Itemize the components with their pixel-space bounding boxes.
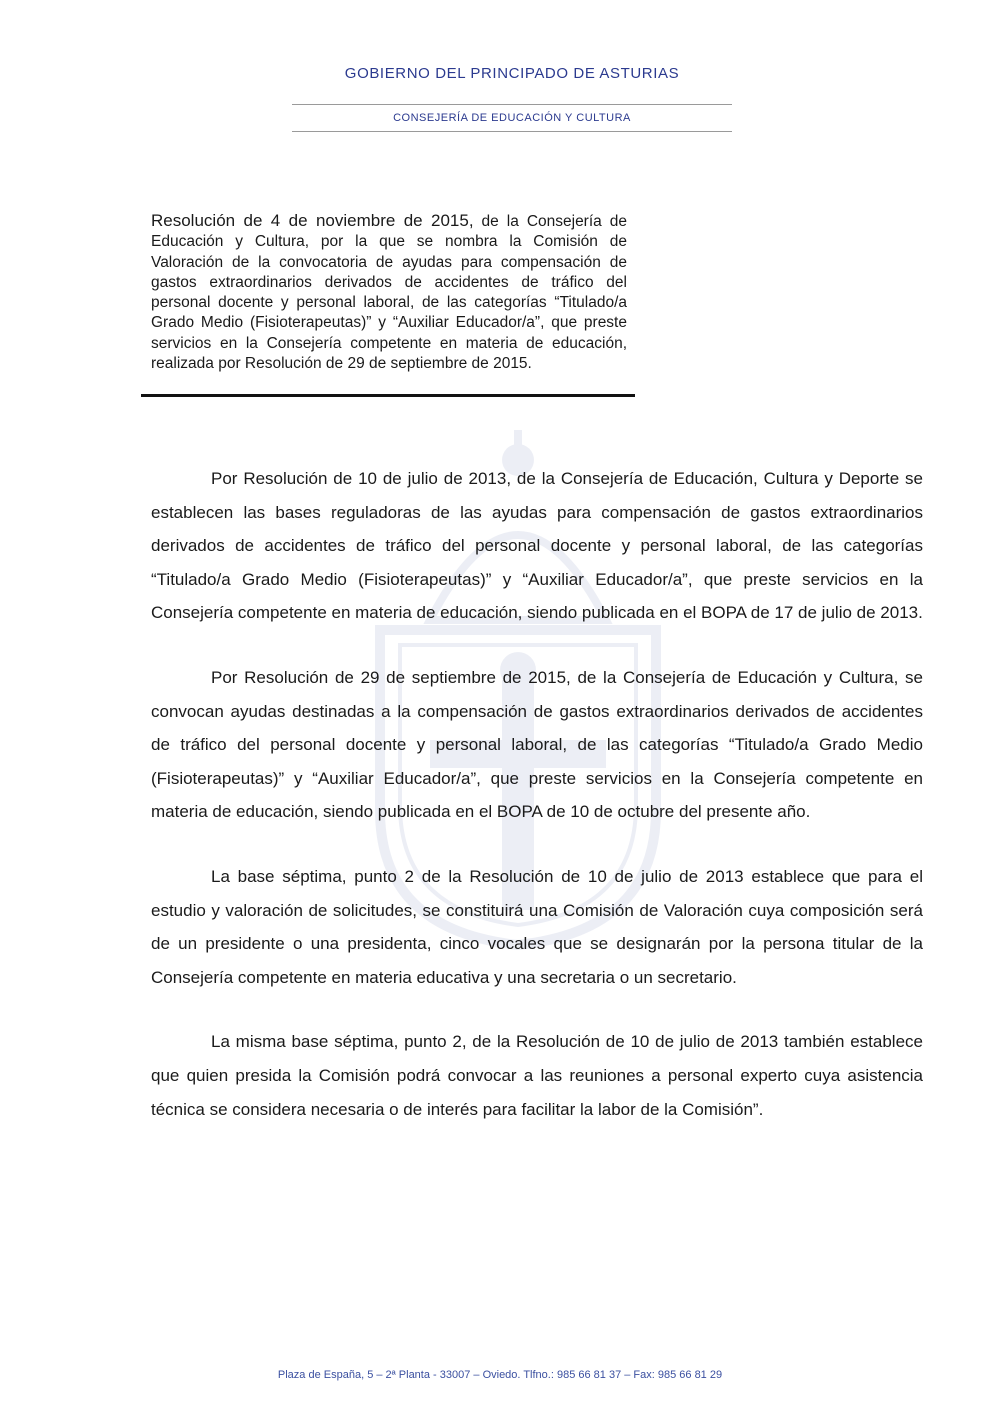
resolution-summary-text: de la Consejería de Educación y Cultura, por la que se nombra la Comisión de Valoración de la convocatoria de ayudas para compensación de gastos extraordinarios derivados de accidentes de tráfico del personal docente y personal laboral, de las categorías “Titulado/a Grado Medio (Fisioterapeutas)” y “Auxiliar Educador/a”, que preste servicios en la Consejería competente en materia de educación, realizada por Resolución de 29 de septiembre de 2015. — [151, 213, 627, 373]
paragraph: Por Resolución de 29 de septiembre de 2015, de la Consejería de Educación y Cultura, se convocan ayudas destinadas a la compensación de gastos extraordinarios derivados de accidentes de tráfico del personal docente y personal laboral, de las categorías “Titulado/a Grado Medio (Fisioterapeutas)” y “Auxiliar Educador/a”, que preste servicios en la Consejería competente en materia de educación, siendo publicada en el BOPA de 10 de octubre del presente año. — [151, 667, 923, 822]
resolution-summary-lead: Resolución de 4 de noviembre de 2015, — [151, 211, 474, 230]
paragraph: La base séptima, punto 2 de la Resolución de 10 de julio de 2013 establece que para el estudio y valoración de solicitudes, se constituirá una Comisión de Valoración cuya composición será de un presidente o una presidenta, cinco vocales que se designarán por la persona titular de la Consejería competente en materia educativa y una secretaria o un secretario. — [151, 866, 923, 987]
summary-underline — [141, 394, 635, 397]
paragraph: Por Resolución de 10 de julio de 2013, de la Consejería de Educación, Cultura y Deporte se establecen las bases reguladoras de las ayudas para compensación de gastos extraordinarios derivados de accidentes de tráfico del personal docente y personal laboral, de las categorías “Titulado/a Grado Medio (Fisioterapeutas)” y “Auxiliar Educador/a”, que preste servicios en la Consejería competente en materia de educación, siendo publicada en el BOPA de 17 de julio de 2013. — [151, 469, 923, 623]
document-body — [151, 462, 923, 1157]
letterhead — [292, 62, 732, 132]
department-title: CONSEJERÍA DE EDUCACIÓN Y CULTURA — [393, 112, 631, 124]
resolution-summary — [151, 211, 627, 374]
header-divider-bottom — [292, 131, 732, 132]
footer-address: Plaza de España, 5 – 2ª Planta - 33007 – Oviedo. Tlfno.: 985 66 81 37 – Fax: 985 66 81 29 — [277, 1369, 723, 1381]
paragraph: La misma base séptima, punto 2, de la Resolución de 10 de julio de 2013 también establece que quien presida la Comisión podrá convocar a las reuniones a personal experto cuya asistencia técnica se considera necesaria o de interés para facilitar la labor de la Comisión”. — [151, 1032, 923, 1119]
government-title: GOBIERNO DEL PRINCIPADO DE ASTURIAS — [344, 65, 680, 82]
